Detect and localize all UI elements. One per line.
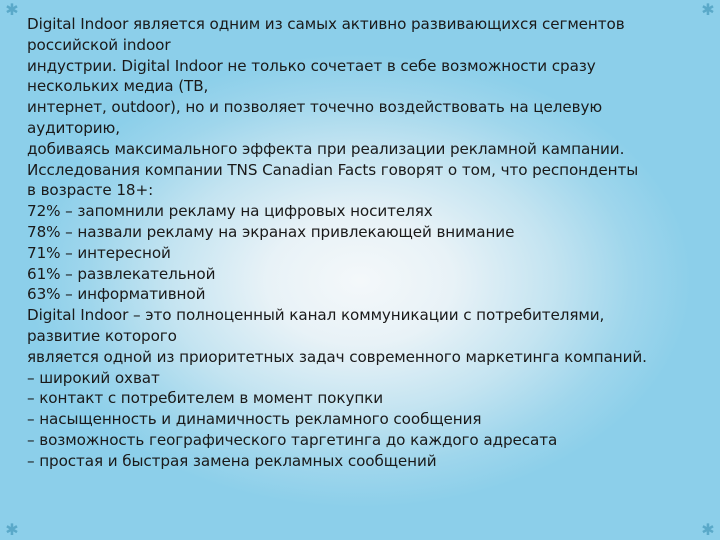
asterisk-icon: ✱ <box>701 520 715 539</box>
text-line: нескольких медиа (ТВ, <box>27 77 209 96</box>
body-text <box>27 14 717 472</box>
stat-line: 71% – интересной <box>27 243 171 262</box>
text-line: индустрии. Digital Indoor не только сочетает в себе возможности сразу <box>27 56 596 75</box>
asterisk-icon: ✱ <box>701 0 715 19</box>
stat-line: 61% – развлекательной <box>27 264 216 283</box>
text-line: Digital Indoor является одним из самых активно развивающихся сегментов <box>27 15 625 33</box>
stat-line: 78% – назвали рекламу на экранах привлекающей внимание <box>27 222 515 241</box>
asterisk-icon: ✱ <box>5 520 19 539</box>
bullet-line: – возможность географического таргетинга до каждого адресата <box>27 430 558 449</box>
bullet-line: – простая и быстрая замена рекламных сообщений <box>27 451 437 470</box>
stat-line: 72% – запомнили рекламу на цифровых носителях <box>27 202 433 221</box>
text-line: российской indoor <box>27 35 171 54</box>
bullet-line: – контакт с потребителем в момент покупки <box>27 389 384 408</box>
text-line: аудиторию, <box>27 118 120 137</box>
asterisk-icon: ✱ <box>5 0 19 19</box>
text-line: добиваясь максимального эффекта при реализации рекламной кампании. <box>27 139 625 158</box>
stat-line: 63% – информативной <box>27 285 206 304</box>
text-line: интернет, outdoor), но и позволяет точечно воздействовать на целевую <box>27 98 603 117</box>
text-line: является одной из приоритетных задач современного маркетинга компаний. <box>27 347 647 366</box>
text-line: Исследования компании TNS Canadian Facts говорят о том, что респонденты <box>27 160 639 179</box>
text-line: развитие которого <box>27 326 177 345</box>
text-line: в возрасте 18+: <box>27 181 154 200</box>
text-line: Digital Indoor – это полноценный канал коммуникации с потребителями, <box>27 306 605 325</box>
bullet-line: – широкий охват <box>27 368 160 387</box>
bullet-line: – насыщенность и динамичность рекламного сообщения <box>27 410 482 429</box>
